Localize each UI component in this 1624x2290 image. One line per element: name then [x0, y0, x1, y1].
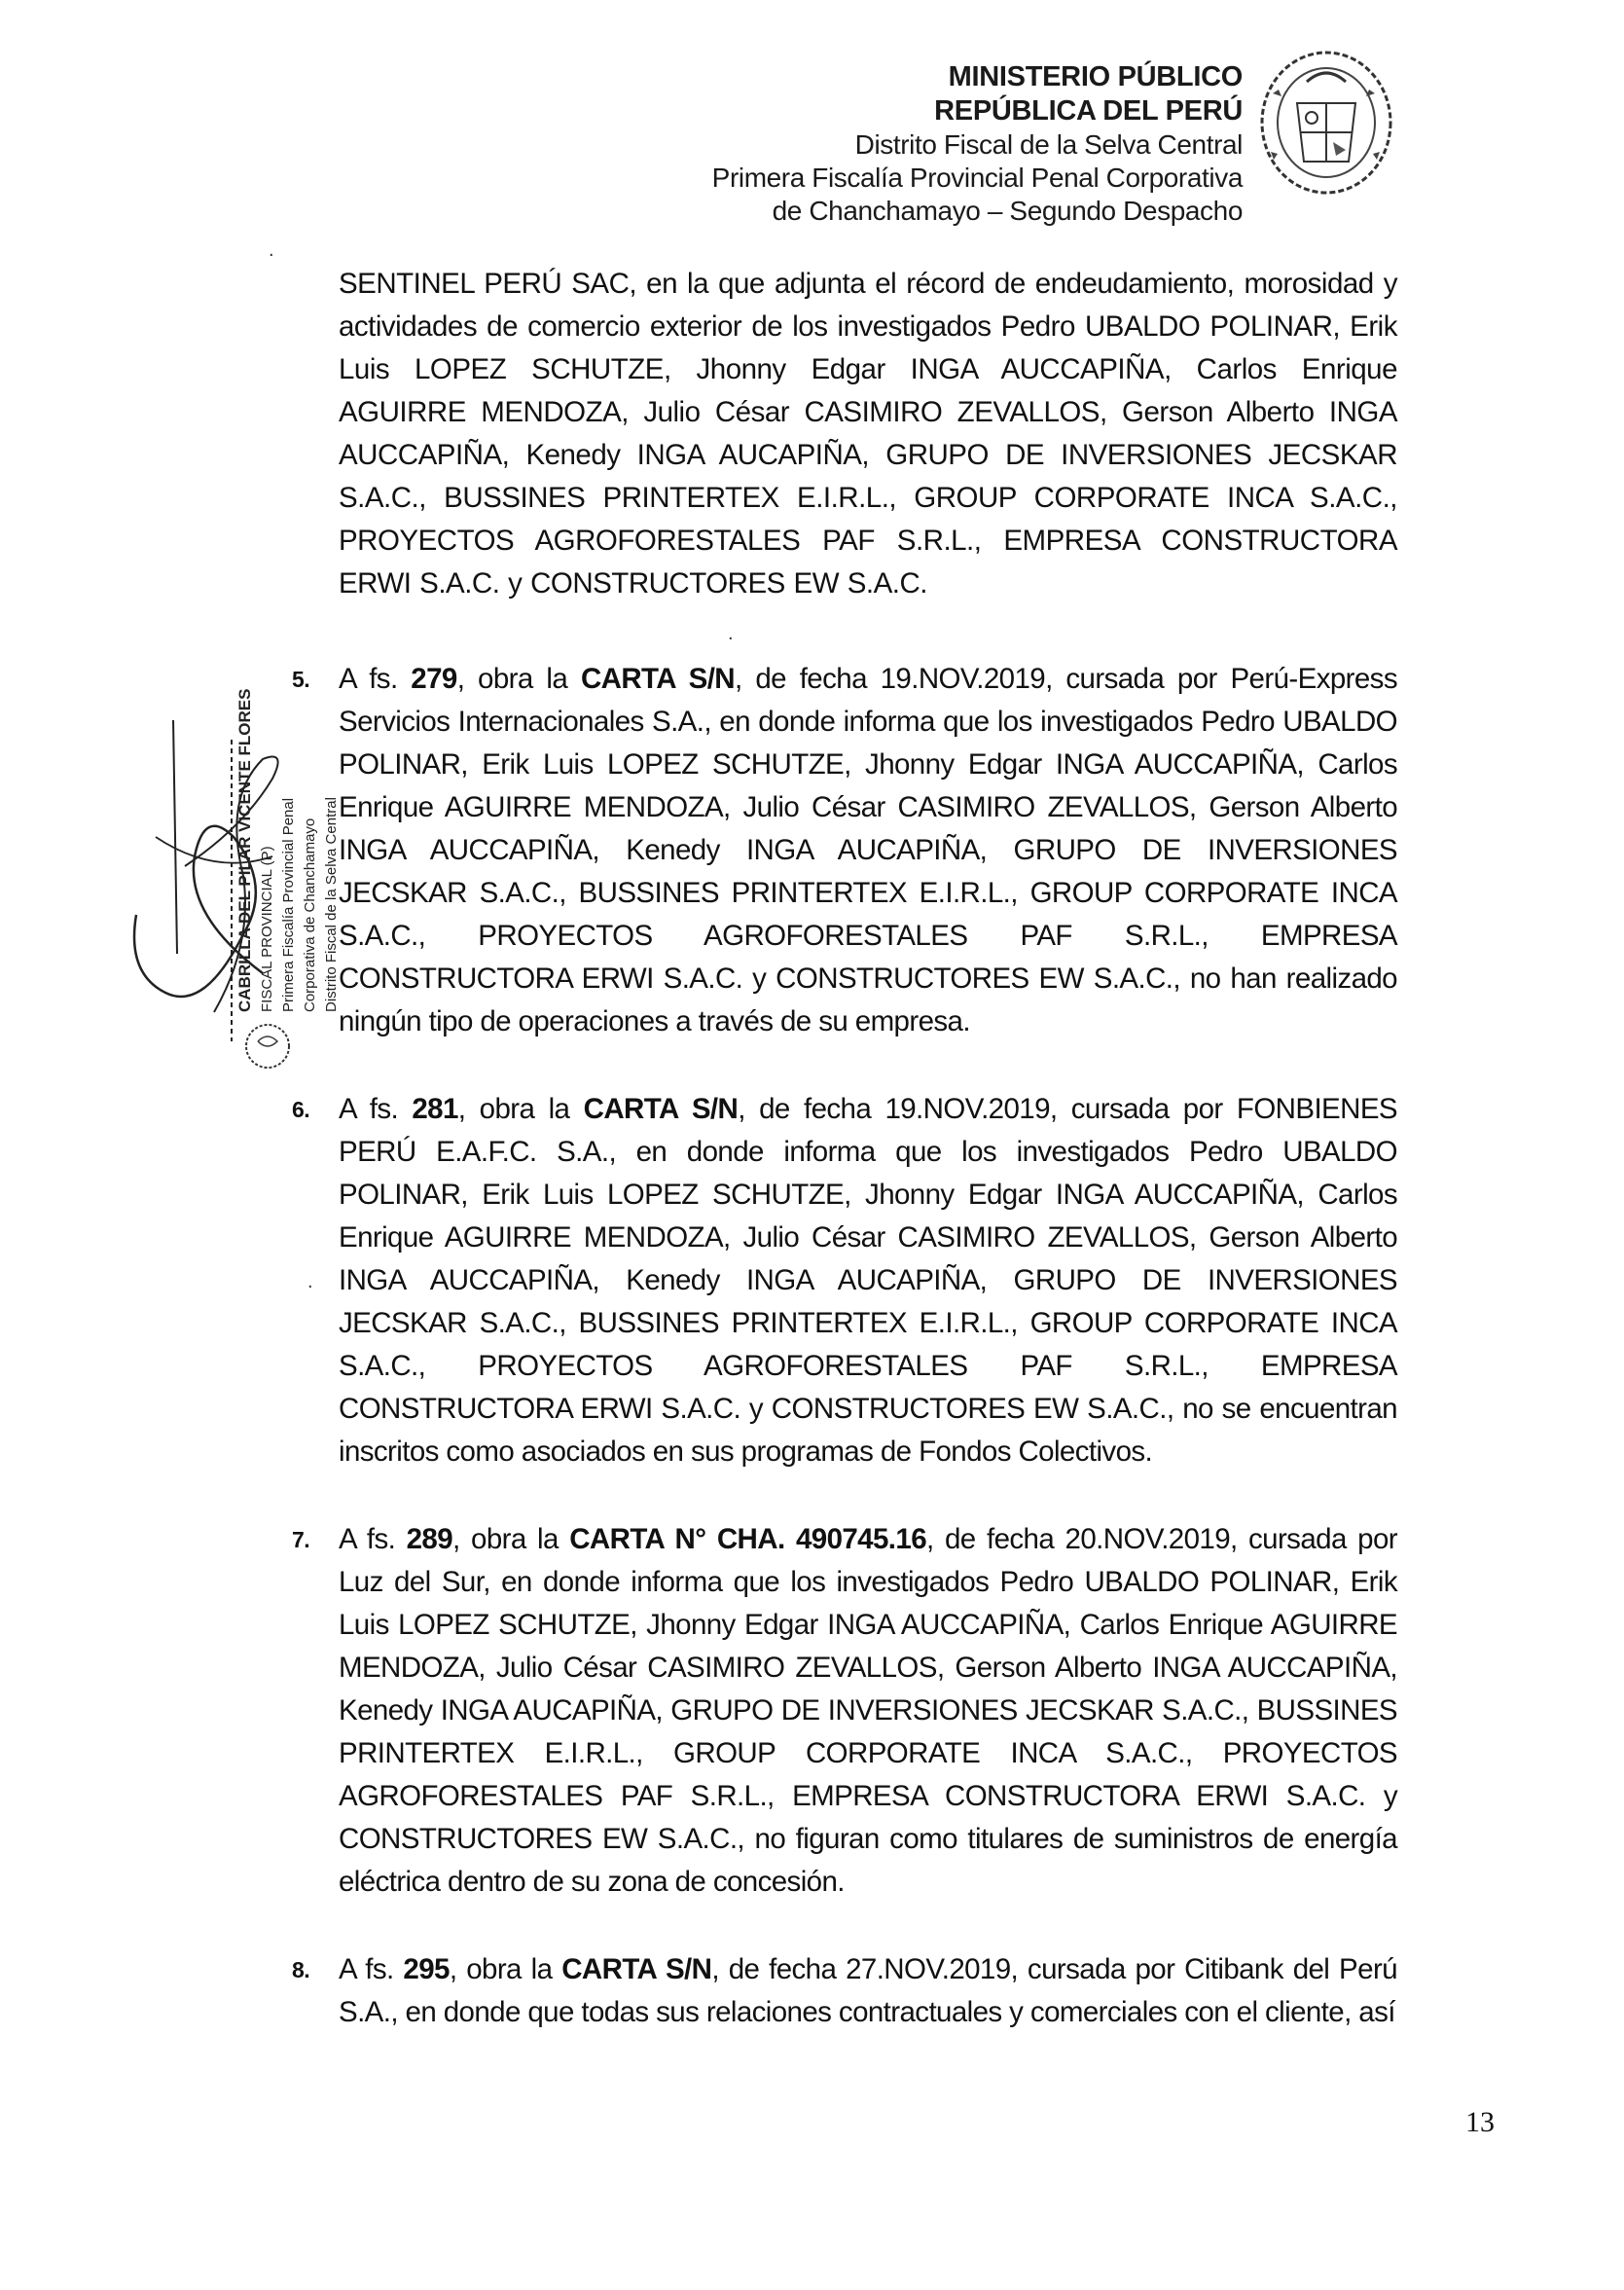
item-number: 6. [292, 1097, 309, 1122]
item-folio: 295 [403, 1953, 450, 1985]
item-text [339, 1518, 1397, 1904]
item-mid: , obra la [456, 663, 581, 695]
item-mid: , obra la [452, 1523, 570, 1555]
item-folio: 289 [406, 1523, 453, 1555]
header-office-dispatch: de Chanchamayo – Segundo Despacho [772, 196, 1243, 226]
stamp-office: Primera Fiscalía Provincial Penal [280, 797, 297, 1012]
item-folio: 281 [412, 1093, 458, 1125]
item-prefix: A fs. [339, 1953, 404, 1985]
item-prefix: A fs. [339, 1093, 413, 1125]
header-country: REPÚBLICA DEL PERÚ [934, 95, 1243, 127]
item-document: CARTA S/N [580, 663, 736, 695]
item-folio: 279 [411, 663, 457, 695]
item-document: CARTA S/N [583, 1093, 739, 1125]
header-office: Primera Fiscalía Provincial Penal Corporativa [711, 163, 1243, 193]
header-institution: MINISTERIO PÚBLICO [948, 61, 1243, 92]
scan-mark: . [307, 1271, 313, 1292]
stamp-district: Distrito Fiscal de la Selva Central [323, 797, 340, 1012]
item-number: 8. [292, 1957, 309, 1982]
item-prefix: A fs. [339, 663, 412, 695]
stamp-name: CABRILLA DEL PILAR VICENTE FLORES [235, 688, 254, 1012]
stamp-office-2: Corporativa de Chanchamayo [302, 818, 318, 1012]
scan-mark: . [728, 623, 734, 644]
item-prefix: A fs. [339, 1523, 407, 1555]
scan-mark: . [269, 239, 274, 261]
item-text [339, 658, 1397, 1043]
item-body: , de fecha 19.NOV.2019, cursada por Perú-Express Servicios Internacionales S.A., en donde informa que los investigados Pedro UBALDO POLINAR, Erik Luis LOPEZ SCHUTZE, Jhonny Edgar INGA AUCCAPIÑA, Carlos Enrique AGUIRRE MENDOZA, Julio César CASIMIRO ZEVALLOS, Gerson Alberto INGA AUCCAPIÑA, Kenedy INGA AUCAPIÑA, GRUPO DE INVERSIONES JECSKAR S.A.C., BUSSINES PRINTERTEX E.I.R.L., GROUP CORPORATE INCA S.A.C., PROYECTOS AGROFORESTALES PAF S.R.L., EMPRESA CONSTRUCTORA ERWI S.A.C. y CONSTRUCTORES EW S.A.C., no han realizado ningún tipo de operaciones a través de su empresa. [339, 663, 1397, 1037]
item-text [339, 1948, 1397, 2034]
item-body: , de fecha 19.NOV.2019, cursada por FONBIENES PERÚ E.A.F.C. S.A., en donde informa que los investigados Pedro UBALDO POLINAR, Erik Luis LOPEZ SCHUTZE, Jhonny Edgar INGA AUCCAPIÑA, Carlos Enrique AGUIRRE MENDOZA, Julio César CASIMIRO ZEVALLOS, Gerson Alberto INGA AUCCAPIÑA, Kenedy INGA AUCAPIÑA, GRUPO DE INVERSIONES JECSKAR S.A.C., BUSSINES PRINTERTEX E.I.R.L., GROUP CORPORATE INCA S.A.C., PROYECTOS AGROFORESTALES PAF S.R.L., EMPRESA CONSTRUCTORA ERWI S.A.C. y CONSTRUCTORES EW S.A.C., no se encuentran inscritos como asociados en sus programas de Fondos Colectivos. [339, 1093, 1397, 1468]
item-number: 5. [292, 667, 309, 692]
intro-paragraph: SENTINEL PERÚ SAC, en la que adjunta el récord de endeudamiento, morosidad y actividades de comercio exterior de los investigados Pedro UBALDO POLINAR, Erik Luis LOPEZ SCHUTZE, Jhonny Edgar INGA AUCCAPIÑA, Carlos Enrique AGUIRRE MENDOZA, Julio César CASIMIRO ZEVALLOS, Gerson Alberto INGA AUCCAPIÑA, Kenedy INGA AUCAPIÑA, GRUPO DE INVERSIONES JECSKAR S.A.C., BUSSINES PRINTERTEX E.I.R.L., GROUP CORPORATE INCA S.A.C., PROYECTOS AGROFORESTALES PAF S.R.L., EMPRESA CONSTRUCTORA ERWI S.A.C. y CONSTRUCTORES EW S.A.C. [339, 268, 1397, 600]
stamp-role: FISCAL PROVINCIAL (P) [259, 846, 275, 1012]
page-number: 13 [1465, 2106, 1495, 2138]
item-mid: , obra la [449, 1953, 562, 1985]
item-body: , de fecha 27.NOV.2019, cursada por Citibank del Perú S.A., en donde que todas sus relaciones contractuales y comerciales con el cliente, así [339, 1953, 1397, 2028]
item-mid: , obra la [457, 1093, 584, 1125]
official-seal-icon [1253, 35, 1399, 200]
document-header [712, 60, 1243, 228]
item-text [339, 1088, 1397, 1473]
item-number: 7. [292, 1527, 309, 1552]
header-district: Distrito Fiscal de la Selva Central [854, 129, 1243, 160]
signature-stamp [126, 688, 379, 1090]
item-document: CARTA S/N [561, 1953, 712, 1985]
item-document: CARTA N° CHA. 490745.16 [569, 1523, 926, 1555]
item-body: , de fecha 20.NOV.2019, cursada por Luz del Sur, en donde informa que los investigados Pedro UBALDO POLINAR, Erik Luis LOPEZ SCHUTZE, Jhonny Edgar INGA AUCCAPIÑA, Carlos Enrique AGUIRRE MENDOZA, Julio César CASIMIRO ZEVALLOS, Gerson Alberto INGA AUCCAPIÑA, Kenedy INGA AUCAPIÑA, GRUPO DE INVERSIONES JECSKAR S.A.C., BUSSINES PRINTERTEX E.I.R.L., GROUP CORPORATE INCA S.A.C., PROYECTOS AGROFORESTALES PAF S.R.L., EMPRESA CONSTRUCTORA ERWI S.A.C. y CONSTRUCTORES EW S.A.C., no figuran como titulares de suministros de energía eléctrica dentro de su zona de concesión. [339, 1523, 1397, 1898]
